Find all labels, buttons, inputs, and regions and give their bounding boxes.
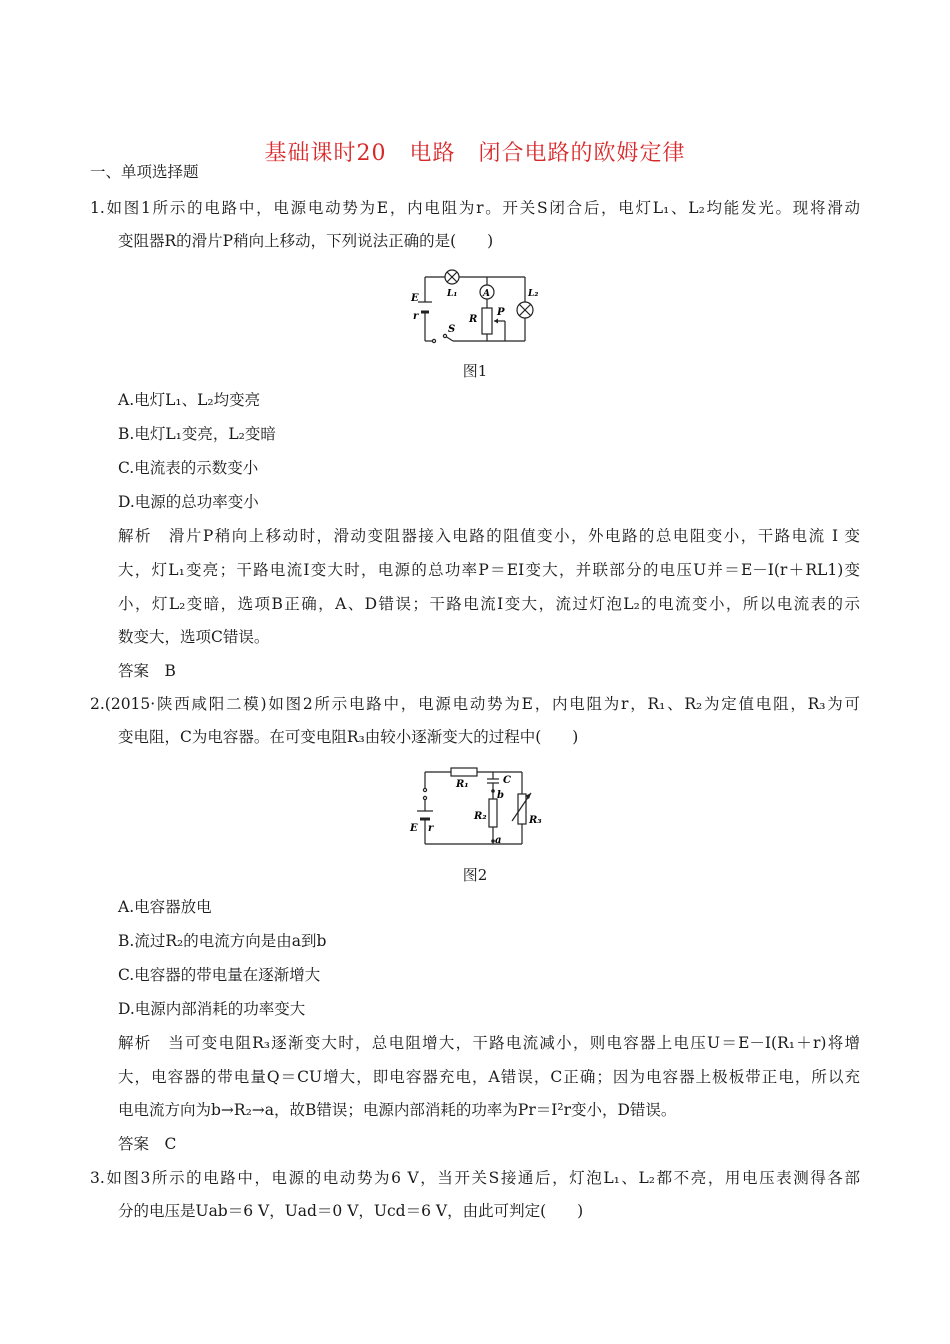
q2-label-E: E [410, 823, 418, 834]
q2-option-a: A.电容器放电 [118, 898, 212, 916]
q1-stem-line-1: 1.如图1所示的电路中，电源电动势为E，内电阻为r。开关S闭合后，电灯L₁、L₂均能发光。现将滑动 [90, 199, 860, 217]
q2-answer: 答案 C [118, 1135, 177, 1153]
q1-option-a: A.电灯L₁、L₂均变亮 [118, 391, 261, 409]
q1-label-L1: L₁ [447, 289, 458, 299]
q1-label-A: A [483, 289, 490, 299]
q1-label-R: R [469, 314, 478, 325]
q2-label-R1: R₁ [456, 779, 469, 790]
q1-label-r: r [413, 311, 419, 322]
q1-analysis-line-3: 小，灯L₂变暗，选项B正确，A、D错误；干路电流I变大，流过灯泡L₂的电流变小，所以电流表的示 [118, 595, 860, 613]
q2-label-C: C [503, 775, 511, 786]
q1-option-c: C.电流表的示数变小 [118, 459, 259, 477]
q1-label-S: S [448, 324, 456, 335]
q2-label-b: b [497, 790, 504, 801]
q2-label-r: r [428, 823, 434, 834]
q1-option-d: D.电源的总功率变小 [118, 493, 259, 511]
q1-circuit-diagram [405, 264, 545, 349]
q1-analysis-line-4: 数变大，选项C错误。 [118, 628, 270, 646]
q1-analysis-line-1: 解析 滑片P稍向上移动时，滑动变阻器接入电路的阻值变小，外电路的总电阻变小，干路电流 I 变 [118, 527, 860, 545]
q1-label-P: P [497, 307, 505, 318]
q2-figure-caption: 图2 [462, 866, 488, 884]
q1-option-b: B.电灯L₁变亮，L₂变暗 [118, 425, 276, 443]
q2-analysis-line-2: 大，电容器的带电量Q＝CU增大，即电容器充电，A错误，C正确；因为电容器上极板带正电，所以充 [118, 1068, 860, 1086]
q1-label-L2: L₂ [528, 289, 539, 299]
q1-label-E: E [411, 293, 419, 304]
q3-stem-line-2: 分的电压是Uab＝6 V，Uad＝0 V，Ucd＝6 V，由此可判定( ) [118, 1202, 584, 1220]
q2-analysis-line-3: 电电流方向为b→R₂→a，故B错误；电源内部消耗的功率为Pr＝I²r变小，D错误。 [118, 1101, 677, 1119]
q2-circuit-diagram [408, 763, 548, 848]
q2-option-b: B.流过R₂的电流方向是由a到b [118, 932, 327, 950]
q2-label-R3: R₃ [529, 815, 542, 826]
q2-option-c: C.电容器的带电量在逐渐增大 [118, 966, 321, 984]
q2-analysis-line-1: 解析 当可变电阻R₃逐渐变大时，总电阻增大，干路电流减小，则电容器上电压U＝E－I(R₁＋r)将增 [118, 1034, 860, 1052]
q1-answer: 答案 B [118, 662, 176, 680]
q3-stem-line-1: 3.如图3所示的电路中，电源的电动势为6 V，当开关S接通后，灯泡L₁、L₂都不亮，用电压表测得各部 [90, 1169, 860, 1187]
q2-label-a: a [495, 835, 502, 846]
q1-analysis-line-2: 大，灯L₁变亮；干路电流I变大时，电源的总功率P＝EI变大，并联部分的电压U并＝E－I(r＋RL1)变 [118, 561, 860, 579]
q1-stem-line-2: 变阻器R的滑片P稍向上移动，下列说法正确的是( ) [118, 232, 494, 250]
page-title: 基础课时20 电路 闭合电路的欧姆定律 [264, 141, 686, 166]
q2-circuit-figure [408, 763, 548, 848]
q2-stem-line-2: 变电阻，C为电容器。在可变电阻R₃由较小逐渐变大的过程中( ) [118, 728, 579, 746]
q1-circuit-figure [405, 264, 545, 349]
section-heading: 一、单项选择题 [90, 163, 199, 181]
q2-option-d: D.电源内部消耗的功率变大 [118, 1000, 306, 1018]
q1-figure-caption: 图1 [462, 362, 488, 380]
q2-label-R2: R₂ [474, 811, 487, 822]
q2-stem-line-1: 2.(2015·陕西咸阳二模)如图2所示电路中，电源电动势为E，内电阻为r，R₁、R₂为定值电阻，R₃为可 [90, 695, 860, 713]
